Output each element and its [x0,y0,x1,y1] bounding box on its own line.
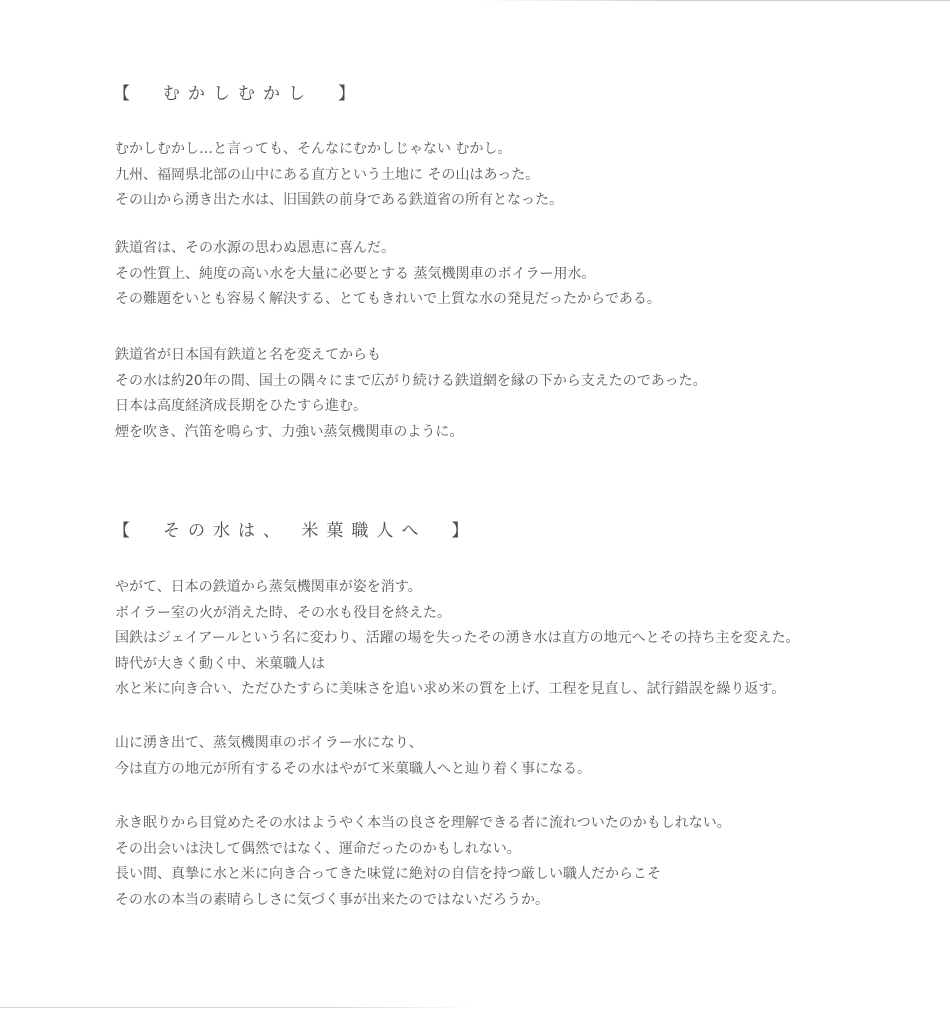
text-line: その水は約20年の間、国土の隅々にまで広がり続ける鉄道網を縁の下から支えたのであった。 [115,372,707,389]
text-line: 国鉄はジェイアールという名に変わり、活躍の場を失ったその湧き水は直方の地元へとその持ち主を変えた。 [115,630,800,646]
section-heading-mukashi: 【 むかしむかし 】 [113,84,363,104]
text-line: その難題をいとも容易く解決する、とてもきれいで上質な水の発見だったからである。 [115,291,661,307]
paragraph [115,137,563,214]
top-divider [476,0,950,1]
text-line: 鉄道省が日本国有鉄道と名を変えてからも [115,347,381,363]
paragraph [115,731,591,782]
text-line: 鉄道省は、その水源の思わぬ恩恵に喜んだ。 [115,240,395,256]
text-line: 水と米に向き合い、ただひたすらに美味さを追い求め米の質を上げ、工程を見直し、試行錯誤を繰り返す。 [115,681,786,697]
paragraph [115,575,800,703]
text-line: ボイラー室の火が消えた時、その水も役目を終えた。 [115,604,451,621]
text-line: その出会いは決して偶然ではなく、運命だったのかもしれない。 [115,840,521,857]
text-line: 長い間、真摯に水と米に向き合ってきた味覚に絶対の自信を持つ厳しい職人だからこそ [115,866,661,882]
text-line: 今は直方の地元が所有するその水はやがて米菓職人へと辿り着く事になる。 [115,760,591,777]
text-line: 日本は高度経済成長期をひたすら進む。 [115,398,367,414]
text-line: やがて、日本の鉄道から蒸気機関車が姿を消す。 [115,579,422,595]
text-line: その水の本当の素晴らしさに気づく事が出来たのではないだろうか。 [115,891,549,908]
paragraph [115,343,707,445]
text-line: 九州、福岡県北部の山中にある直方という土地に その山はあった。 [115,166,540,183]
text-line: 時代が大きく動く中、米菓職人は [115,655,325,672]
text-line: 煙を吹き、汽笛を鳴らす、力強い蒸気機関車のように。 [115,423,464,440]
section-heading-to-craftsman: 【 その水は、 米菓職人へ 】 [113,521,477,541]
paragraph [115,236,661,313]
text-line: その性質上、純度の高い水を大量に必要とする 蒸気機関車のボイラー用水。 [115,265,596,282]
text-line: 山に湧き出て、蒸気機関車のボイラー水になり、 [115,735,423,751]
bottom-divider [0,1007,476,1008]
text-line: むかしむかし…と言っても、そんなにむかしじゃない むかし。 [115,141,512,157]
paragraph [115,811,731,913]
text-line: 永き眠りから目覚めたその水はようやく本当の良さを理解できる者に流れついたのかもしれない。 [115,815,731,831]
text-line: その山から湧き出た水は、旧国鉄の前身である鉄道省の所有となった。 [115,192,563,208]
